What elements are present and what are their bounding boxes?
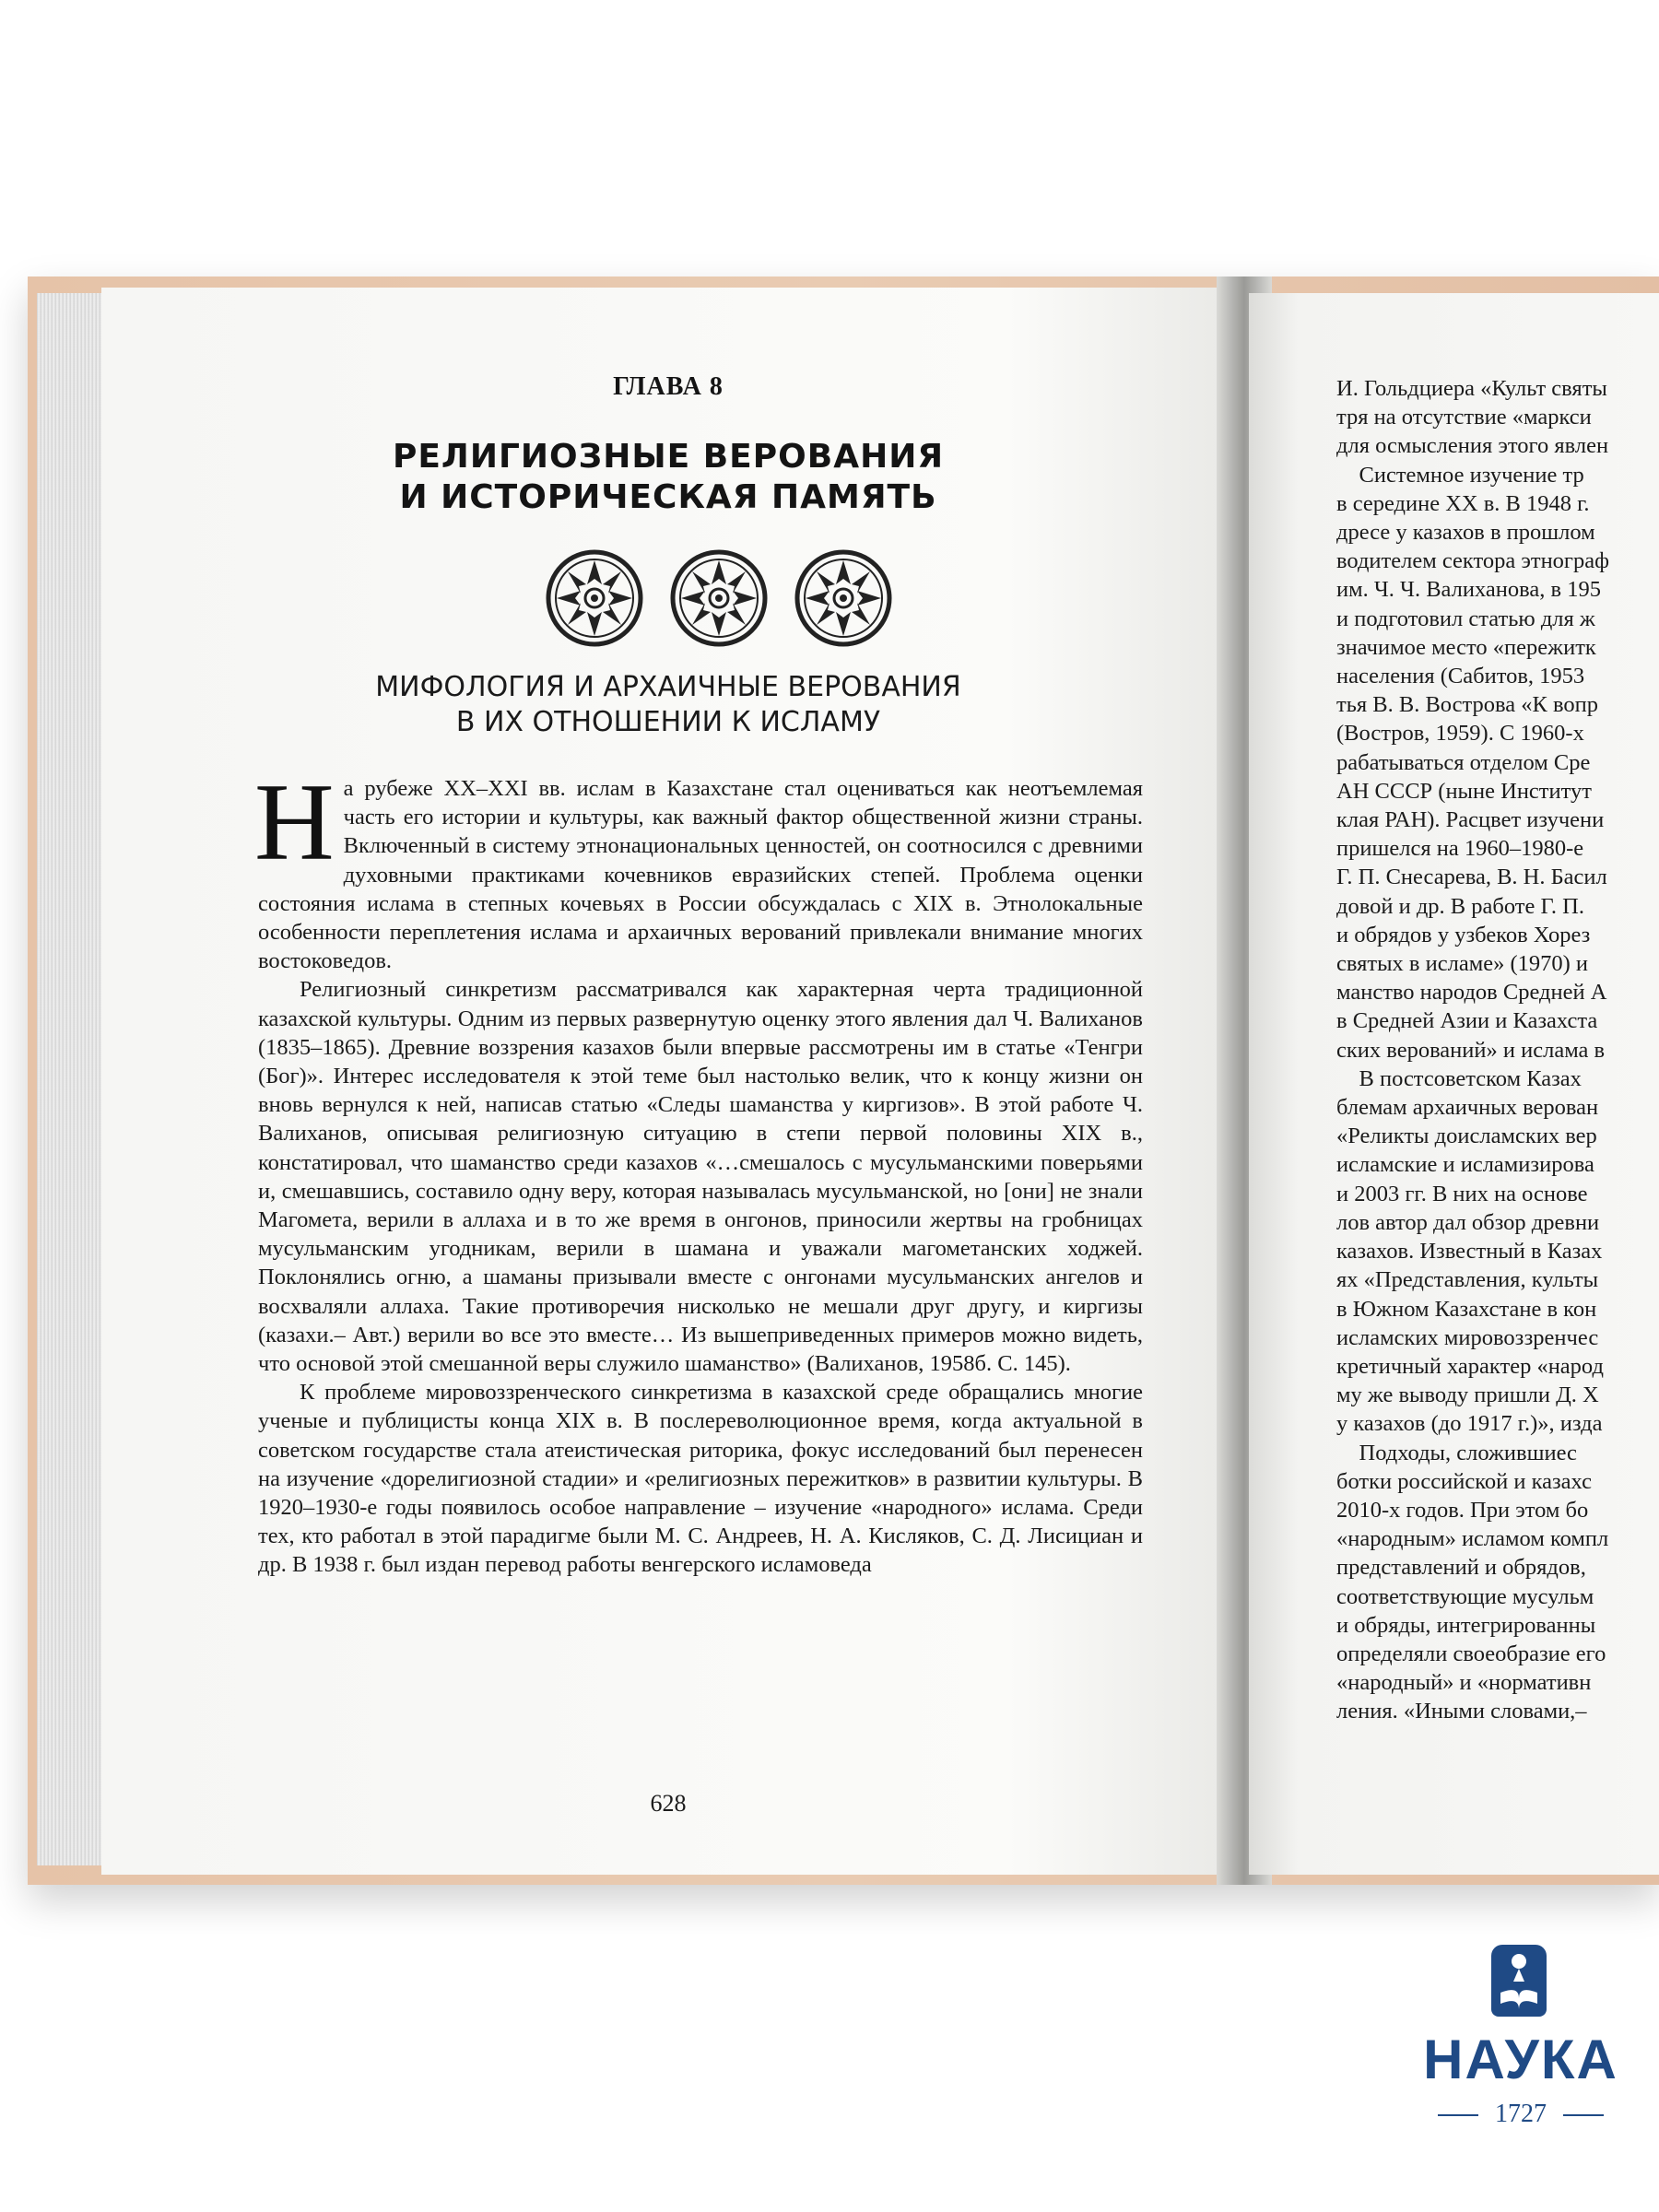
publisher-year: 1727: [1495, 2100, 1547, 2128]
paragraph: [254, 760, 1143, 975]
chapter-title: [101, 437, 1235, 518]
chapter-title-line1: РЕЛИГИОЗНЫЕ ВЕРОВАНИЯ: [392, 438, 945, 476]
paragraph-text: а рубеже XX–XXI вв. ислам в Казахстане стал оцениваться как неотъемлемая часть его истории и культуры, как важный фактор общественной жизни страны. Включенный в систему этнонациональных ценностей, он соотносился с древними духовными практиками кочевников евразийских степей. Проблема оценки состояния ислама в степных кочевьях в России обсуждалась с XIX в. Этнолокальные особенности переплетения ислама и архаичных верований привлекали внимание многих востоковедов.: [258, 776, 1143, 974]
right-page-line: им. Ч. Ч. Валиханова, в 195: [1336, 577, 1601, 603]
right-page-line: АН СССР (ныне Институт: [1336, 778, 1592, 804]
ornament-rosette-icon: [668, 547, 770, 649]
ornament-row: [544, 547, 894, 667]
right-page: [1249, 293, 1659, 1875]
right-page-line: тря на отсутствие «маркси: [1336, 405, 1592, 430]
right-page-line: рабатываться отделом Сре: [1336, 749, 1591, 775]
right-page-line: манство народов Средней А: [1336, 980, 1607, 1006]
chapter-title-line2: И ИСТОРИЧЕСКАЯ ПАМЯТЬ: [399, 478, 937, 516]
right-page-line: святых в исламе» (1970) и: [1336, 951, 1589, 977]
right-page-line: казахов. Известный в Казах: [1336, 1239, 1603, 1265]
right-page-text: [1336, 374, 1659, 1726]
right-page-line: и 2003 гг. В них на основе: [1336, 1181, 1588, 1206]
right-page-line: ботки российской и казахс: [1336, 1468, 1592, 1494]
right-page-line: Г. П. Снесарева, В. Н. Басил: [1336, 865, 1607, 890]
right-page-line: И. Гольдциера «Культ святы: [1336, 376, 1607, 401]
section-title: [101, 670, 1235, 740]
right-page-line: дресе у казахов в прошлом: [1336, 520, 1595, 546]
drop-cap: Н: [254, 760, 335, 883]
right-page-line: В постсоветском Казах: [1336, 1065, 1582, 1091]
right-page-line: «Реликты доисламских вер: [1336, 1124, 1597, 1149]
right-page-line: блемам архаичных верован: [1336, 1095, 1599, 1121]
section-title-line1: МИФОЛОГИЯ И АРХАИЧНЫЕ ВЕРОВАНИЯ: [375, 671, 961, 703]
right-page-line: клая РАН). Расцвет изучени: [1336, 807, 1605, 833]
publisher-emblem-icon: [1491, 1945, 1547, 2017]
left-page: [101, 288, 1235, 1875]
paragraph: К проблеме мировоззренческого синкретизма в казахской среде обращались многие ученые и публицисты конца XIX в. В послереволюционное время, когда актуальной в советском государстве стала атеистическая риторика, фокус исследований был перенесен на изучение «дорелигиозной стадии» и «религиозных пережитков» в развитии культуры. В 1920–1930-е годы появилось особое направление – изучение «народного» ислама. Среди тех, кто работал в этой парадигме были М. С. Андреев, Н. А. Кисляков, С. Д. Лисициан и др. В 1938 г. был издан перевод работы венгерского исламоведа: [258, 1380, 1143, 1578]
publisher-logo: [1419, 1945, 1622, 2194]
right-page-line: ских верований» и ислама в: [1336, 1037, 1606, 1063]
right-page-line: кретичный характер «народ: [1336, 1353, 1604, 1379]
paragraph: Религиозный синкретизм рассматривался как характерная черта традиционной казахской культуры. Одним из первых развернутую оценку этого явления дал Ч. Валиханов (1835–1865). Древние воззрения казахов были впервые рассмотрены им в статье «Тенгри (Бог)». Интерес исследователя к этой теме был настолько велик, что к концу жизни он вновь вернулся к ней, написав статью «Следы шаманства у киргизов». В этой работе Ч. Валиханов, описывая религиозную ситуацию в степи первой половины XIX в., констатировал, что шаманство среди казахов «…смешалось с мусульманскими поверьями и, смешавшись, составило одну веру, которая называлась мусульманской, но [они] не знали Магомета, верили в аллаха и в то же время в онгонов, приносили жертвы на гробницах мусульманским угодникам, верили в шамана и уважали магометанских ходжей. Поклонялись огню, а шаманы призывали вместе с онгонами мусульманских ангелов и восхваляли аллаха. Такие противоречия нисколько не мешали друг другу, и киргизы (казахи.– Авт.) верили во все это вместе… Из вышеприведенных примеров можно видеть, что основой этой смешанной веры служило шаманство» (Валиханов, 1958б. С. 145).: [258, 977, 1143, 1377]
right-page-line: 2010-х годов. При этом бо: [1336, 1497, 1589, 1523]
right-page-line: пришелся на 1960–1980-е: [1336, 836, 1584, 862]
right-page-line: значимое место «пережитк: [1336, 634, 1596, 660]
page-number: 628: [650, 1790, 687, 1817]
right-page-line: Системное изучение тр: [1336, 462, 1584, 488]
right-page-line: и подготовил статью для ж: [1336, 606, 1595, 631]
ornament-rosette-icon: [793, 547, 894, 649]
section-title-line2: В ИХ ОТНОШЕНИИ К ИСЛАМУ: [455, 706, 881, 738]
right-page-line: в Южном Казахстане в кон: [1336, 1296, 1597, 1322]
right-page-line: ления. «Иными словами,–: [1336, 1699, 1587, 1724]
right-page-line: представлений и обрядов,: [1336, 1555, 1586, 1581]
right-page-line: Подходы, сложившиес: [1336, 1440, 1577, 1465]
right-page-line: лов автор дал обзор древни: [1336, 1209, 1600, 1235]
right-page-line: исламские и исламизирова: [1336, 1152, 1594, 1178]
logo-rule-right: [1563, 2114, 1604, 2116]
right-page-line: населения (Сабитов, 1953: [1336, 664, 1585, 689]
right-page-line: довой и др. В работе Г. П.: [1336, 893, 1584, 919]
right-page-line: и обряды, интегрированны: [1336, 1612, 1596, 1638]
right-page-line: определяли своеобразие его: [1336, 1641, 1606, 1666]
body-text: [254, 760, 1143, 1580]
publisher-name: НАУКА: [1423, 2029, 1618, 2090]
right-page-line: и обрядов у узбеков Хорез: [1336, 922, 1591, 947]
right-page-line: соответствующие мусульм: [1336, 1583, 1594, 1609]
right-page-line: тья В. В. Вострова «К вопр: [1336, 692, 1599, 718]
right-page-line: для осмысления этого явлен: [1336, 433, 1609, 459]
right-page-line: «народным» исламом компл: [1336, 1526, 1609, 1552]
ornament-rosette-icon: [544, 547, 645, 649]
right-page-line: у казахов (до 1917 г.)», изда: [1336, 1411, 1603, 1437]
right-page-line: «народный» и «нормативн: [1336, 1670, 1592, 1696]
right-page-line: ях «Представления, культы: [1336, 1267, 1599, 1293]
right-page-line: му же выводу пришли Д. Х: [1336, 1382, 1599, 1408]
right-page-line: в середине XX в. В 1948 г.: [1336, 490, 1590, 516]
right-page-line: (Востров, 1959). С 1960-х: [1336, 721, 1584, 747]
right-page-line: исламских мировоззренчес: [1336, 1324, 1599, 1350]
right-page-line: водителем сектора этнограф: [1336, 548, 1609, 574]
right-page-line: в Средней Азии и Казахста: [1336, 1008, 1598, 1034]
chapter-label: ГЛАВА 8: [613, 372, 724, 401]
